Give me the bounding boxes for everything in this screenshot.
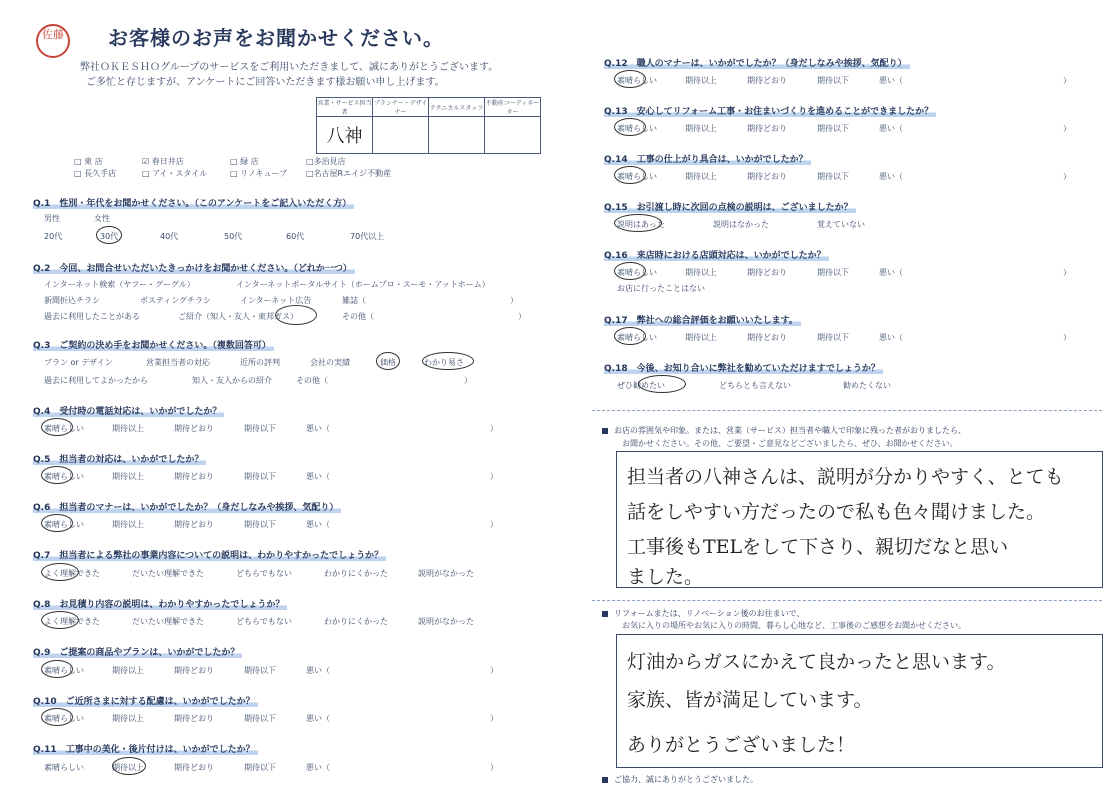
option[interactable]: 60代 <box>286 232 305 241</box>
rating-option[interactable]: 期待どおり <box>174 520 214 529</box>
question-9: Q.9 ご提案の商品やプランは、いかがでしたか？ <box>33 645 242 658</box>
understanding-option[interactable]: どちらでもない <box>236 569 292 578</box>
rating-option[interactable]: 悪い（ ） <box>306 472 498 481</box>
rating-option[interactable]: 素晴らしい <box>617 172 657 181</box>
rating-option[interactable]: 期待以下 <box>244 520 276 529</box>
staff-name-cell[interactable] <box>373 117 429 154</box>
option[interactable]: その他（ ） <box>296 376 472 385</box>
question-5: Q.5 担当者の対応は、いかがでしたか？ <box>33 452 206 465</box>
rating-option[interactable]: 悪い（ ） <box>306 714 498 723</box>
option[interactable]: インターネット検索（ヤフー・グーグル） <box>44 280 195 289</box>
store-checkbox[interactable]: □ 緑 店 <box>230 157 259 166</box>
option[interactable]: 20代 <box>44 232 63 241</box>
understanding-option[interactable]: わかりにくかった <box>324 617 388 626</box>
staff-name-cell[interactable] <box>429 117 485 154</box>
rating-option[interactable]: 悪い（ ） <box>306 763 498 772</box>
rating-option[interactable]: 素晴らしい <box>617 76 657 85</box>
handwritten-line: 家族、皆が満足しています。 <box>627 689 873 711</box>
footer-thanks: ご協力、誠にありがとうございました。 <box>602 774 758 785</box>
option[interactable]: 40代 <box>160 232 179 241</box>
option[interactable]: 30代 <box>100 232 119 241</box>
store-checkbox[interactable]: □ 長久手店 <box>74 169 117 178</box>
option[interactable]: どちらとも言えない <box>719 381 791 390</box>
rating-option[interactable]: 期待以下 <box>817 333 849 342</box>
option[interactable]: その他（ ） <box>342 312 526 321</box>
rating-option[interactable]: 期待以上 <box>112 472 144 481</box>
comment-prompt: お店の雰囲気や印象。または、営業（サービス）担当者や職人で印象に残った者がおりましたら、 <box>602 425 966 436</box>
rating-option[interactable]: 期待どおり <box>174 424 214 433</box>
store-checkbox[interactable]: □ アイ・スタイル <box>142 169 208 178</box>
answer-circle <box>614 214 662 232</box>
question-7: Q.7 担当者による弊社の事業内容についての説明は、わかりやすかったでしょうか？ <box>33 548 386 561</box>
rating-option[interactable]: 期待以上 <box>685 172 717 181</box>
rating-option[interactable]: 期待以下 <box>244 666 276 675</box>
option[interactable]: 知人・友人からの紹介 <box>192 376 272 385</box>
rating-option[interactable]: 期待以下 <box>244 424 276 433</box>
page-title: お客様のお声をお聞かせください。 <box>108 26 444 50</box>
handwritten-line: 担当者の八神さんは、説明が分かりやすく、とても <box>627 466 1064 488</box>
rating-option[interactable]: 期待以上 <box>112 424 144 433</box>
option[interactable]: 新聞折込チラシ <box>44 296 100 305</box>
store-checkbox[interactable]: □名古屋Rエイジ不動産 <box>306 169 392 178</box>
answer-circle <box>376 352 400 370</box>
question-15: Q.15 お引渡し時に次回の点検の説明は、ございましたか？ <box>604 200 856 213</box>
rating-option[interactable]: 悪い（ ） <box>306 520 498 529</box>
option[interactable]: 価格 <box>380 358 396 367</box>
rating-option[interactable]: 素晴らしい <box>44 472 84 481</box>
rating-option[interactable]: 素晴らしい <box>617 268 657 277</box>
answer-circle <box>41 611 79 629</box>
option[interactable]: プラン or デザイン <box>44 358 113 367</box>
divider <box>592 600 1102 601</box>
answer-circle <box>614 166 646 184</box>
rating-option[interactable]: 悪い（ ） <box>879 76 1071 85</box>
answer-circle <box>41 660 73 678</box>
option[interactable]: 説明はあった <box>617 220 665 229</box>
answer-circle <box>614 118 646 136</box>
store-checkbox[interactable]: □ 東 店 <box>74 157 103 166</box>
answer-circle <box>96 226 122 244</box>
handwritten-line: 話をしやすい方だったので私も色々聞けました。 <box>627 501 1046 523</box>
rating-option[interactable]: 期待どおり <box>174 666 214 675</box>
question-13: Q.13 安心してリフォーム工事・お住まいづくりを進めることができましたか？ <box>604 104 936 117</box>
rating-option[interactable]: 期待以上 <box>685 76 717 85</box>
option[interactable]: 過去に利用してよかったから <box>44 376 148 385</box>
rating-option[interactable]: 期待以下 <box>244 763 276 772</box>
option[interactable]: ポスティングチラシ <box>140 296 212 305</box>
option[interactable]: 50代 <box>224 232 243 241</box>
understanding-option[interactable]: わかりにくかった <box>324 569 388 578</box>
staff-header: 不動産コーディネーター <box>485 98 541 117</box>
rating-option[interactable]: 期待以上 <box>112 714 144 723</box>
understanding-option[interactable]: よく理解できた <box>44 617 100 626</box>
question-4: Q.4 受付時の電話対応は、いかがでしたか？ <box>33 404 224 417</box>
option[interactable]: 過去に利用したことがある <box>44 312 140 321</box>
staff-header: テクニカルスタッフ <box>429 98 485 117</box>
rating-option[interactable]: 期待どおり <box>747 268 787 277</box>
staff-name-cell[interactable] <box>485 117 541 154</box>
option[interactable]: ご紹介（知人・友人・東邦ガス） <box>178 312 298 321</box>
intro-text: 弊社ＯＫＥＳＨＯグループのサービスをご利用いただきまして、誠にありがとうございます。 <box>80 62 499 73</box>
answer-circle <box>614 262 646 280</box>
question-1: Q.1 性別・年代をお聞かせください。（このアンケートをご記入いただく方） <box>33 196 354 209</box>
question-6: Q.6 担当者のマナーは、いかがでしたか？（身だしなみや挨拶、気配り） <box>33 500 341 513</box>
option[interactable]: 説明はなかった <box>713 220 769 229</box>
rating-option[interactable]: 期待以下 <box>817 172 849 181</box>
rating-option[interactable]: 悪い（ ） <box>879 268 1071 277</box>
question-2: Q.2 今回、お問合せいただいたきっかけをお聞かせください。（どれか一つ） <box>33 261 355 274</box>
answer-circle <box>41 418 73 436</box>
question-10: Q.10 ご近所さまに対する配慮は、いかがでしたか？ <box>33 694 258 707</box>
rating-option[interactable]: 期待どおり <box>747 124 787 133</box>
option[interactable]: 勧めたくない <box>843 381 891 390</box>
handwritten-line: ありがとうございました！ <box>627 734 856 756</box>
rating-option[interactable]: 期待以上 <box>685 333 717 342</box>
rating-option[interactable]: 悪い（ ） <box>879 124 1071 133</box>
store-checkbox[interactable]: ☑ 春日井店 <box>142 157 184 166</box>
question-3: Q.3 ご契約の決め手をお聞かせください。（複数回答可） <box>33 338 274 351</box>
rating-option[interactable]: 悪い（ ） <box>879 333 1071 342</box>
answer-circle <box>112 757 146 775</box>
answer-circle <box>41 466 73 484</box>
answer-circle <box>614 70 646 88</box>
answer-circle <box>41 708 73 726</box>
rating-option[interactable]: 期待以下 <box>244 472 276 481</box>
rating-option[interactable]: 素晴らしい <box>44 424 84 433</box>
comment-box-impression[interactable] <box>616 451 1103 588</box>
store-checkbox[interactable]: □ リノキューブ <box>230 169 288 178</box>
rating-option[interactable]: 素晴らしい <box>44 714 84 723</box>
handwritten-line: ました。 <box>627 566 704 588</box>
rating-option[interactable]: 悪い（ ） <box>306 666 498 675</box>
rating-option[interactable]: 期待どおり <box>747 172 787 181</box>
store-checkbox[interactable]: □多治見店 <box>306 157 346 166</box>
option[interactable]: インターネット広告 <box>240 296 312 305</box>
rating-option[interactable]: 期待以上 <box>112 520 144 529</box>
handwritten-line: 工事後もTELをして下さり、親切だなと思い <box>627 536 1009 558</box>
rating-option[interactable]: 期待以上 <box>685 268 717 277</box>
rating-option[interactable]: 期待どおり <box>747 333 787 342</box>
rating-option[interactable]: 素晴らしい <box>44 520 84 529</box>
rating-option[interactable]: 悪い（ ） <box>306 424 498 433</box>
rating-option[interactable]: 素晴らしい <box>617 333 657 342</box>
understanding-option[interactable]: 説明がなかった <box>418 569 474 578</box>
question-12: Q.12 職人のマナーは、いかがでしたか？（身だしなみや挨拶、気配り） <box>604 56 910 69</box>
option[interactable]: 営業担当者の対応 <box>146 358 210 367</box>
answer-circle <box>638 375 686 393</box>
rating-option[interactable]: 期待どおり <box>174 763 214 772</box>
answer-circle <box>41 514 73 532</box>
question-16: Q.16 来店時における店頭対応は、いかがでしたか？ <box>604 248 829 261</box>
understanding-option[interactable]: よく理解できた <box>44 569 100 578</box>
rating-option[interactable]: 期待どおり <box>174 472 214 481</box>
rating-option[interactable]: 期待以下 <box>817 268 849 277</box>
question-11: Q.11 工事中の美化・後片付けは、いかがでしたか？ <box>33 742 258 755</box>
name-stamp: 佐藤 <box>36 24 70 58</box>
staff-name-cell[interactable]: 八神 <box>317 117 373 154</box>
answer-circle <box>614 327 646 345</box>
handwritten-line: 灯油からガスにかえて良かったと思います。 <box>627 651 1006 673</box>
understanding-option[interactable]: 説明がなかった <box>418 617 474 626</box>
option[interactable]: 会社の実績 <box>310 358 350 367</box>
answer-circle <box>422 352 474 370</box>
question-17: Q.17 弊社への総合評価をお願いいたします。 <box>604 313 801 326</box>
understanding-option[interactable]: どちらでもない <box>236 617 292 626</box>
comment-prompt: お聞かせください。その他、ご要望・ご意見などございましたら、ぜひ、お聞かせください。 <box>622 439 958 448</box>
option[interactable]: 近所の評判 <box>240 358 280 367</box>
rating-option[interactable]: 期待どおり <box>174 714 214 723</box>
rating-option[interactable]: 悪い（ ） <box>879 172 1071 181</box>
staff-header: プランナー・デザイナー <box>373 98 429 117</box>
rating-option[interactable]: 素晴らしい <box>44 666 84 675</box>
option[interactable]: インターネットポータルサイト（ホームプロ・スーモ・アットホーム） <box>236 280 490 289</box>
rating-option[interactable]: 素晴らしい <box>617 124 657 133</box>
rating-option[interactable]: 期待以下 <box>817 124 849 133</box>
q16-extra-option[interactable]: お店に行ったことはない <box>617 284 705 293</box>
rating-option[interactable]: 期待以下 <box>244 714 276 723</box>
option[interactable]: 男性 <box>44 214 60 223</box>
rating-option[interactable]: 素晴らしい <box>44 763 84 772</box>
staff-header: 営業・サービス担当者 <box>317 98 373 117</box>
option[interactable]: 覚えていない <box>817 220 865 229</box>
option[interactable]: 雑誌（ ） <box>342 296 518 305</box>
comment-prompt: お気に入りの場所やお気に入りの時間、暮らし心地など、工事後のご感想をお聞かせください。 <box>622 621 966 630</box>
option[interactable]: 女性 <box>94 214 110 223</box>
answer-circle <box>275 305 317 325</box>
rating-option[interactable]: 期待以上 <box>685 124 717 133</box>
question-18: Q.18 今後、お知り合いに弊社を勧めていただけますでしょうか？ <box>604 361 883 374</box>
understanding-option[interactable]: だいたい理解できた <box>132 617 204 626</box>
option[interactable]: わかり易さ <box>424 358 464 367</box>
rating-option[interactable]: 期待以上 <box>112 763 144 772</box>
option[interactable]: ぜひ勧めたい <box>617 381 665 390</box>
comment-prompt: リフォームまたは、リノベーション後のお住まいで、 <box>602 608 804 619</box>
rating-option[interactable]: 期待どおり <box>747 76 787 85</box>
question-8: Q.8 お見積り内容の説明は、わかりやすかったでしょうか？ <box>33 597 287 610</box>
option[interactable]: 70代以上 <box>350 232 385 241</box>
question-14: Q.14 工事の仕上がり具合は、いかがでしたか？ <box>604 152 811 165</box>
rating-option[interactable]: 期待以上 <box>112 666 144 675</box>
divider <box>592 410 1102 411</box>
staff-table <box>316 97 541 154</box>
intro-text: ご多忙と存じますが、アンケートにご回答いただきます様お願い申し上げます。 <box>86 77 445 88</box>
comment-box-after-work[interactable] <box>616 634 1103 768</box>
rating-option[interactable]: 期待以下 <box>817 76 849 85</box>
answer-circle <box>41 563 79 581</box>
understanding-option[interactable]: だいたい理解できた <box>132 569 204 578</box>
